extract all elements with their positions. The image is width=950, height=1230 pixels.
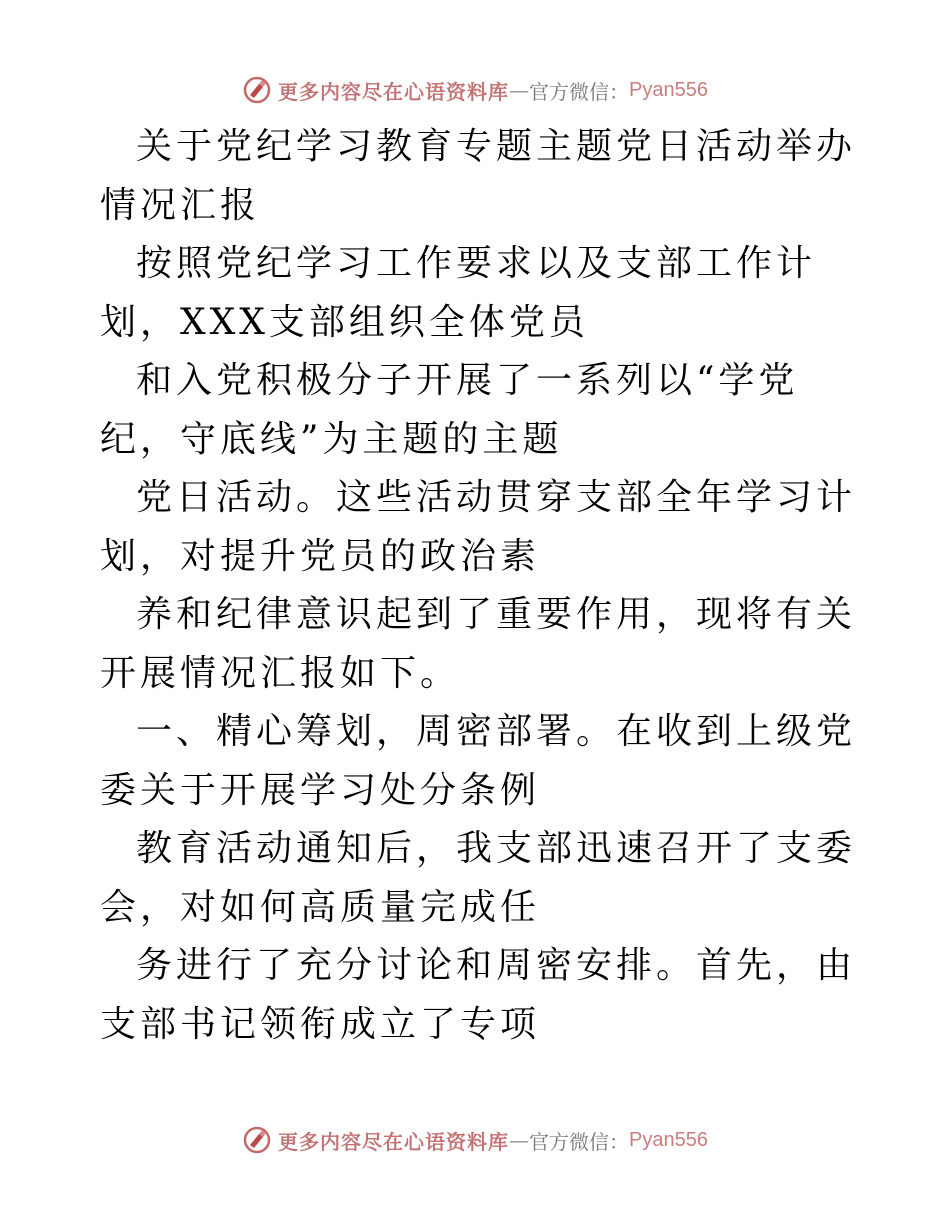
paragraph: 党日活动。这些活动贯穿支部全年学习计划，对提升党员的政治素: [100, 477, 857, 577]
footer-separator: —: [509, 1128, 530, 1152]
footer-wechat-label: 官方微信：: [529, 1129, 630, 1154]
footer-banner: [0, 1120, 950, 1160]
header-wechat-id: Pyan556: [629, 78, 708, 101]
footer-promo-text: 更多内容尽在心语资料库: [278, 1129, 510, 1154]
header-promo-text: 更多内容尽在心语资料库: [278, 79, 510, 104]
header-wechat-label: 官方微信：: [529, 79, 630, 104]
document-body: [100, 118, 860, 1054]
document-title: 关于党纪学习教育专题主题党日活动举办情况汇报: [100, 126, 857, 226]
paragraph: 按照党纪学习工作要求以及支部工作计划，XXX支部组织全体党员: [100, 243, 817, 343]
paragraph: 和入党积极分子开展了一系列以“学党纪，守底线”为主题的主题: [100, 360, 799, 460]
paragraph: 一、精心筹划，周密部署。在收到上级党委关于开展学习处分条例: [100, 711, 857, 811]
header-banner: [0, 70, 950, 110]
paragraph: 教育活动通知后，我支部迅速召开了支委会，对如何高质量完成任: [100, 828, 857, 928]
brand-logo-icon: [242, 1125, 272, 1155]
brand-logo-icon: [242, 75, 272, 105]
paragraph: 务进行了充分讨论和周密安排。首先，由支部书记领衔成立了专项: [100, 945, 857, 1045]
header-separator: —: [509, 78, 530, 102]
footer-wechat-id: Pyan556: [629, 1128, 708, 1151]
paragraph: 养和纪律意识起到了重要作用，现将有关开展情况汇报如下。: [100, 594, 857, 694]
